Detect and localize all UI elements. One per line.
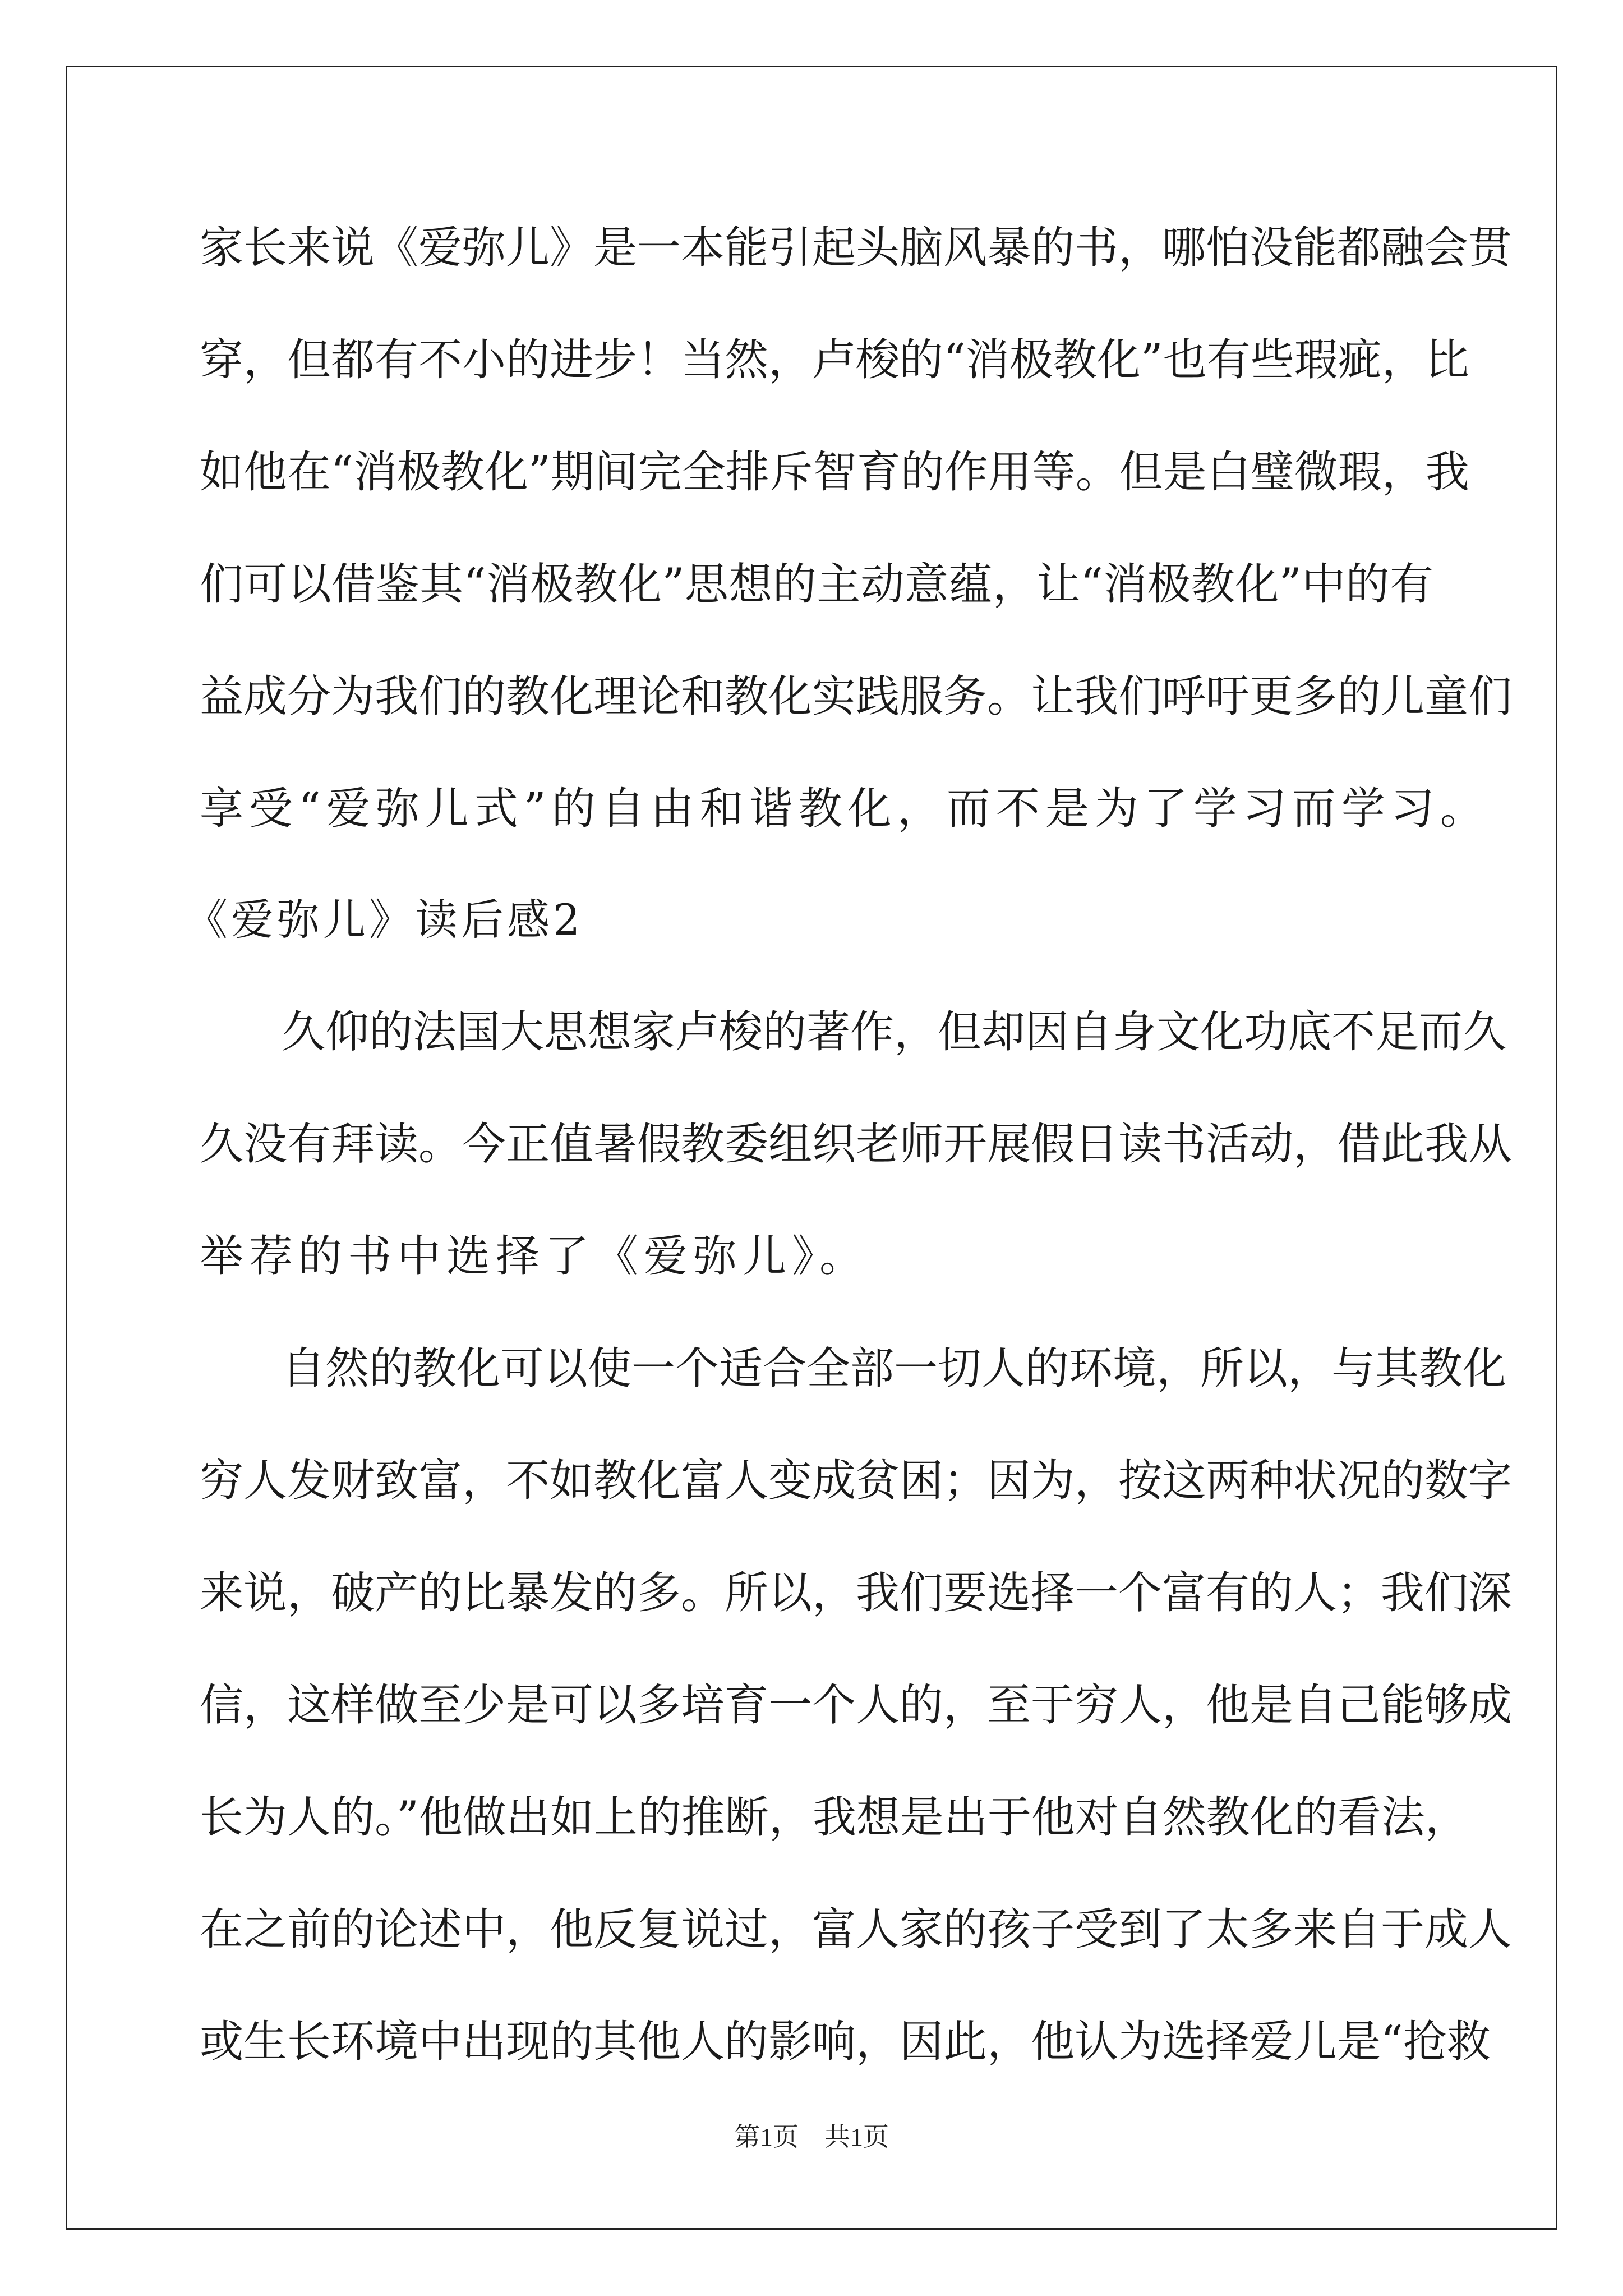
body-line: 信，这样做至少是可以多培育一个人的，至于穷人，他是自己能够成 — [200, 1680, 1513, 1731]
body-line: 们可以借鉴其“消极教化”思想的主动意蕴，让“消极教化”中的有 — [200, 559, 1433, 610]
body-line: 家长来说《爱弥儿》是一本能引起头脑风暴的书，哪怕没能都融会贯 — [200, 223, 1513, 273]
body-line: 久仰的法国大思想家卢梭的著作，但却因自身文化功底不足而久 — [282, 1007, 1507, 1057]
body-line: 穿，但都有不小的进步！当然，卢梭的“消极教化”也有些瑕疵，比 — [200, 335, 1469, 385]
body-line: 举荐的书中选择了《爱弥儿》。 — [200, 1231, 869, 1282]
body-line: 如他在“消极教化”期间完全排斥智育的作用等。但是白璧微瑕，我 — [200, 447, 1469, 498]
body-line: 久没有拜读。今正值暑假教委组织老师开展假日读书活动，借此我从 — [200, 1119, 1513, 1170]
section-heading: 《爱弥儿》读后感2 — [185, 895, 584, 945]
body-line: 穷人发财致富，不如教化富人变成贫困；因为，按这两种状况的数字 — [200, 1456, 1513, 1506]
body-line: 享受“爱弥儿式”的自由和谐教化，而不是为了学习而学习。 — [200, 784, 1490, 834]
page-number-footer: 第1页 共1页 — [734, 2123, 889, 2151]
body-line: 长为人的。”他做出如上的推断，我想是出于他对自然教化的看法， — [200, 1792, 1469, 1843]
body-line: 来说，破产的比暴发的多。所以，我们要选择一个富有的人；我们深 — [200, 1568, 1513, 1618]
body-line: 益成分为我们的教化理论和教化实践服务。让我们呼吁更多的儿童们 — [200, 671, 1513, 722]
body-line: 在之前的论述中，他反复说过，富人家的孩子受到了太多来自于成人 — [200, 1904, 1513, 1955]
body-line: 自然的教化可以使一个适合全部一切人的环境，所以，与其教化 — [282, 1343, 1507, 1394]
body-line: 或生长环境中出现的其他人的影响，因此，他认为选择爱儿是“抢救 — [200, 2017, 1491, 2067]
